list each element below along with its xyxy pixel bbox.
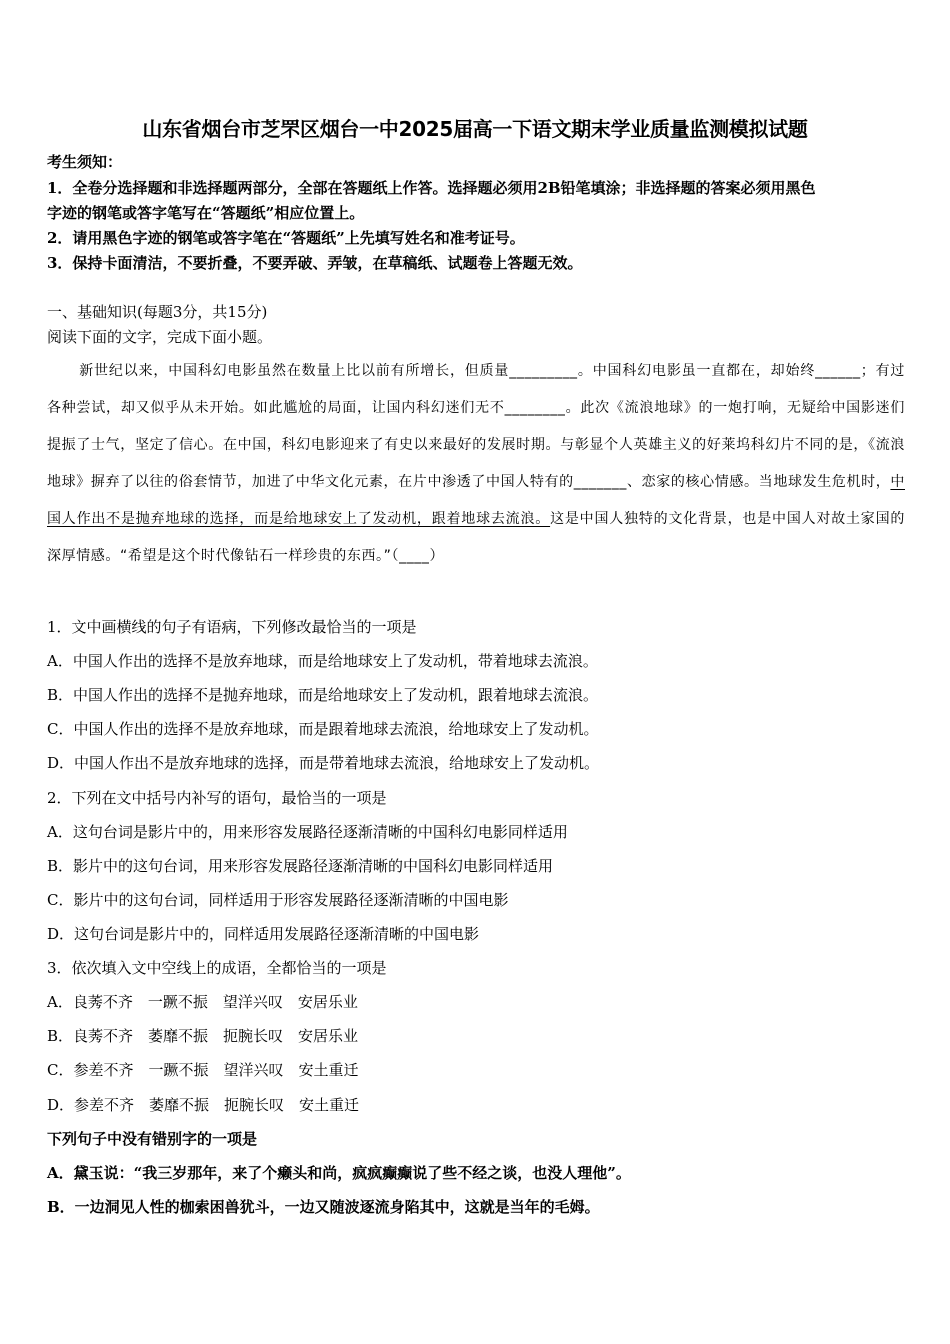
passage-text-before: 新世纪以来，中国科幻电影虽然在数量上比以前有所增长，但质量_________。中国科幻电影虽一直都在，却始终______；有过各种尝试，却又似乎从未开始。如此尴尬的局面，让国内科幻迷们无不________。此次《流浪地球》的一炮打响，无疑给中国影迷们提振了士气，坚定了信心。在中国，科幻电影迎来了有史以来最好的发展时期。与彰显个人英雄主义的好莱坞科幻片不同的是，《流浪地球》摒弃了以往的俗套情节，加进了中华文化元素，在片中渗透了中国人特有的_______、恋家的核心情感。当地球发生危机时， xyxy=(47,363,905,490)
q2-option-a: A．这句台词是影片中的，用来形容发展路径逐渐清晰的中国科幻电影同样适用 xyxy=(47,823,568,841)
notice-item-1a: 1．全卷分选择题和非选择题两部分，全部在答题纸上作答。选择题必须用2B铅笔填涂；非选择题的答案必须用黑色 xyxy=(47,179,816,197)
notice-item-2: 2．请用黑色字迹的钢笔或答字笔在“答题纸”上先填写姓名和准考证号。 xyxy=(47,229,525,247)
q3-option-b: B．良莠不齐 萎靡不振 扼腕长叹 安居乐业 xyxy=(47,1027,359,1045)
notice-item-3: 3．保持卡面清洁，不要折叠，不要弄破、弄皱，在草稿纸、试题卷上答题无效。 xyxy=(47,254,583,272)
q2-option-d: D．这句台词是影片中的，同样适用发展路径逐渐清晰的中国电影 xyxy=(47,925,480,943)
q3-option-a: A．良莠不齐 一蹶不振 望洋兴叹 安居乐业 xyxy=(47,993,358,1011)
q2-option-b: B．影片中的这句台词，用来形容发展路径逐渐清晰的中国科幻电影同样适用 xyxy=(47,857,554,875)
q3-stem: 3．依次填入文中空线上的成语，全都恰当的一项是 xyxy=(47,959,387,977)
exam-title: 山东省烟台市芝罘区烟台一中2025届高一下语文期末学业质量监测模拟试题 xyxy=(142,117,808,141)
q4-stem: 下列句子中没有错别字的一项是 xyxy=(47,1130,258,1148)
q3-option-c: C．参差不齐 一蹶不振 望洋兴叹 安土重迁 xyxy=(47,1061,359,1079)
passage-underlined-sentence: 中国人作出不是抛弃地球的选择，而是给地球安上了发动机，跟着地球去流浪。 xyxy=(47,474,905,527)
q1-stem: 1．文中画横线的句子有语病，下列修改最恰当的一项是 xyxy=(47,618,417,636)
q2-stem: 2．下列在文中括号内补写的语句，最恰当的一项是 xyxy=(47,789,387,807)
section-heading: 一、基础知识(每题3分，共15分) xyxy=(47,303,268,321)
q2-option-c: C．影片中的这句台词，同样适用于形容发展路径逐渐清晰的中国电影 xyxy=(47,891,509,909)
passage-text-after: 这是中国人独特的文化背景，也是中国人对故土家国的深厚情感。“希望是这个时代像钻石一样珍贵的东西。”（____） xyxy=(47,511,905,564)
q1-option-b: B．中国人作出的选择不是抛弃地球，而是给地球安上了发动机，跟着地球去流浪。 xyxy=(47,686,599,704)
notice-heading: 考生须知： xyxy=(47,153,123,171)
q3-option-d: D．参差不齐 萎靡不振 扼腕长叹 安土重迁 xyxy=(47,1096,360,1114)
q1-option-c: C．中国人作出的选择不是放弃地球，而是跟着地球去流浪，给地球安上了发动机。 xyxy=(47,720,599,738)
notice-item-1b: 字迹的钢笔或答字笔写在“答题纸”相应位置上。 xyxy=(47,204,365,222)
q4-option-b: B．一边洞见人性的枷索困兽犹斗，一边又随波逐流身陷其中，这就是当年的毛姆。 xyxy=(47,1198,600,1216)
q1-option-a: A．中国人作出的选择不是放弃地球，而是给地球安上了发动机，带着地球去流浪。 xyxy=(47,652,598,670)
reading-passage xyxy=(47,353,905,575)
q1-option-d: D．中国人作出不是放弃地球的选择，而是带着地球去流浪，给地球安上了发动机。 xyxy=(47,754,600,772)
q4-option-a: A．黛玉说：“我三岁那年，来了个癞头和尚，疯疯癫癫说了些不经之谈，也没人理他”。 xyxy=(47,1164,631,1182)
section-instruction: 阅读下面的文字，完成下面小题。 xyxy=(47,328,273,346)
